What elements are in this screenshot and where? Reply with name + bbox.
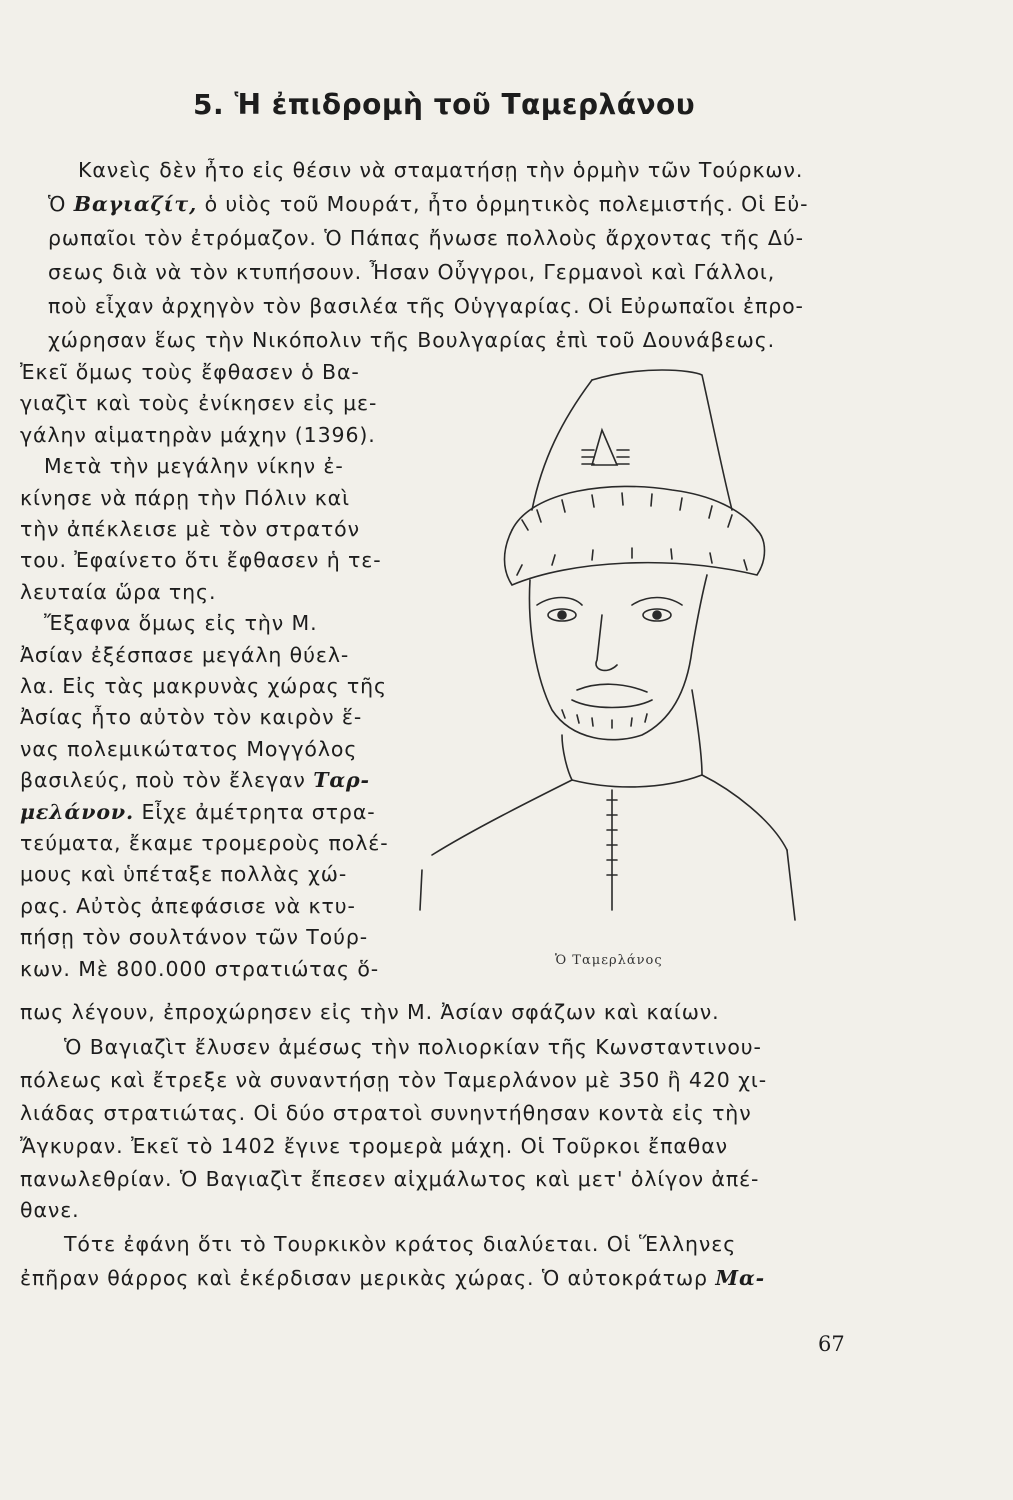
text-line: Ἀσίας ἦτο αὐτὸν τὸν καιρὸν ἕ- [20, 705, 363, 730]
text-line [20, 800, 376, 824]
text-line: Ἐκεῖ ὅμως τοὺς ἔφθασεν ὁ Βα- [20, 360, 360, 384]
text-line: θανε. [20, 1198, 80, 1222]
text-line: λα. Εἰς τὰς μακρυνὰς χώρας τῆς [20, 674, 387, 698]
tamerlane-portrait-illustration [412, 360, 852, 940]
text-line [20, 1266, 765, 1290]
text-span: ἐπῆραν θάρρος καὶ ἐκέρδισαν μερικὰς χώρας. Ὁ αὐτοκράτωρ [20, 1266, 716, 1290]
text-line: πήσῃ τὸν σουλτάνον τῶν Τούρ- [20, 925, 369, 950]
text-span: Εἶχε ἀμέτρητα στρα- [134, 799, 376, 824]
text-line: σεως διὰ νὰ τὸν κτυπήσουν. Ἦσαν Οὖγγροι, Γερμανοὶ καὶ Γάλλοι, [48, 260, 776, 284]
text-line: λευταία ὥρα της. [20, 579, 217, 604]
text-line: Μετὰ τὴν μεγάλην νίκην ἐ- [44, 454, 344, 479]
emphasized-name: Βαγιαζίτ, [73, 192, 198, 216]
text-line: μους καὶ ὑπέταξε πολλὰς χώ- [20, 862, 348, 887]
emphasized-name: μελάνον. [20, 799, 135, 824]
text-span: Ὁ [48, 192, 74, 216]
text-line: Τότε ἐφάνη ὅτι τὸ Τουρκικὸν κράτος διαλύεται. Οἱ Ἕλληνες [64, 1232, 737, 1256]
text-span: ὁ υἱὸς τοῦ Μουράτ, ἦτο ὁρμητικὸς πολεμιστής. Οἱ Εὐ- [197, 192, 809, 216]
text-line: Ἀσίαν ἐξέσπασε μεγάλη θύελ- [20, 642, 350, 667]
emphasized-name: Μα- [715, 1266, 766, 1290]
chapter-title: 5. Ἡ ἐπιδρομὴ τοῦ Ταμερλάνου [193, 88, 696, 121]
text-line [48, 192, 808, 216]
text-line: ρας. Αὐτὸς ἀπεφάσισε νὰ κτυ- [20, 893, 356, 918]
text-line: κων. Μὲ 800.000 στρατιώτας ὅ- [20, 956, 380, 981]
text-line: κίνησε νὰ πάρῃ τὴν Πόλιν καὶ [20, 485, 350, 510]
text-line: ρωπαῖοι τὸν ἐτρόμαζον. Ὁ Πάπας ἤνωσε πολλοὺς ἄρχοντας τῆς Δύ- [48, 226, 804, 250]
text-line: Ἔξαφνα ὅμως εἰς τὴν Μ. [44, 611, 318, 636]
page-number: 67 [818, 1332, 845, 1356]
emphasized-name: Ταρ- [313, 768, 370, 793]
text-line: χώρησαν ἕως τὴν Νικόπολιν τῆς Βουλγαρίας ἐπὶ τοῦ Δουνάβεως. [48, 328, 776, 352]
text-span: βασιλεύς, ποὺ τὸν ἔλεγαν [20, 768, 314, 793]
text-line: πόλεως καὶ ἔτρεξε νὰ συναντήσῃ τὸν Ταμερλάνον μὲ 350 ἢ 420 χι- [20, 1068, 768, 1092]
text-line: λιάδας στρατιώτας. Οἱ δύο στρατοὶ συνηντήθησαν κοντὰ εἰς τὴν [20, 1101, 752, 1125]
text-line: τὴν ἀπέκλεισε μὲ τὸν στρατόν [20, 517, 360, 541]
text-line: πανωλεθρίαν. Ὁ Βαγιαζὶτ ἔπεσεν αἰχμάλωτος καὶ μετ' ὀλίγον ἀπέ- [20, 1167, 760, 1191]
text-line: του. Ἐφαίνετο ὅτι ἔφθασεν ἡ τε- [20, 548, 382, 573]
text-line: Ὁ Βαγιαζὶτ ἔλυσεν ἀμέσως τὴν πολιορκίαν τῆς Κωνσταντινου- [64, 1035, 762, 1059]
text-line: πως λέγουν, ἐπροχώρησεν εἰς τὴν Μ. Ἀσίαν σφάζων καὶ καίων. [20, 1000, 720, 1024]
text-line: Ἄγκυραν. Ἐκεῖ τὸ 1402 ἔγινε τρομερὰ μάχη. Οἱ Τοῦρκοι ἔπαθαν [20, 1134, 728, 1158]
text-line: νας πολεμικώτατος Μογγόλος [20, 736, 358, 761]
text-line: γιαζὶτ καὶ τοὺς ἐνίκησεν εἰς με- [20, 391, 378, 416]
text-line: τεύματα, ἔκαμε τρομεροὺς πολέ- [20, 831, 389, 855]
portrait-caption: Ὁ Ταμερλάνος [555, 953, 663, 968]
text-line: Κανεὶς δὲν ἦτο εἰς θέσιν νὰ σταματήσῃ τὴν ὁρμὴν τῶν Τούρκων. [78, 158, 804, 182]
text-line: ποὺ εἶχαν ἀρχηγὸν τὸν βασιλέα τῆς Οὑγγαρίας. Οἱ Εὐρωπαῖοι ἐπρο- [48, 294, 804, 318]
text-line: γάλην αἱματηρὰν μάχην (1396). [20, 422, 376, 447]
text-line [20, 768, 370, 792]
